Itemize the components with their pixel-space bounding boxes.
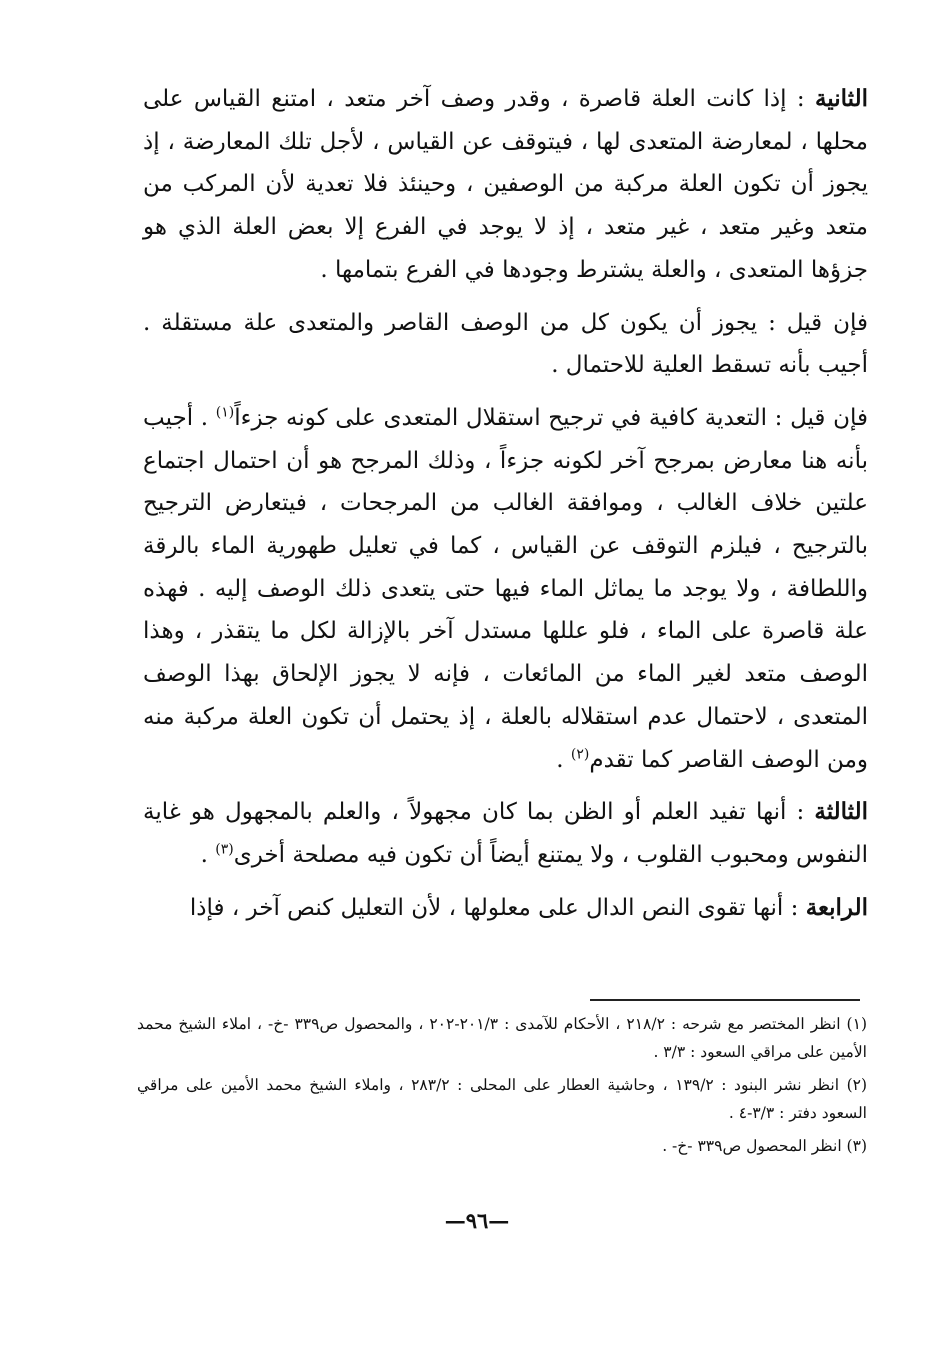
footnotes <box>137 1010 867 1165</box>
paragraph-text: . أجيب بأنه هنا معارض بمرجح آخر لكونه جزءاً ، وذلك المرجح هو أن احتمال اجتماع علتين خلاف الغالب ، وموافقة الغالب من المرجحات ، فيتعارض الترجيح بالترجيح ، فيلزم التوقف عن القياس ، كما في تعليل طهورية الماء بالرقة واللطافة ، ولا يوجد ما يماثل الماء فيها حتى يتعدى ذلك الوصف إليه . فهذه علة قاصرة على الماء ، فلو عللها مستدل آخر بالإزالة لكل ما يتقذر ، وهذا الوصف متعد لغير الماء من المائعات ، فإنه لا يجوز الإلحاق بهذا الوصف المتعدى ، لاحتمال عدم استقلاله بالعلة ، إذ يحتمل أن تكون العلة مركبة منه ومن الوصف القاصر كما تقدم <box>143 404 868 773</box>
paragraph-objection-1: فإن قيل : يجوز أن يكون كل من الوصف القاصر والمتعدى علة مستقلة . أجيب بأنه تسقط العلية للاحتمال . <box>143 309 868 379</box>
footnote-3: (٣) انظر المحصول ص٣٣٩ -خ- . <box>662 1137 867 1155</box>
page-number: —٩٦— <box>444 1208 510 1233</box>
footnote-divider <box>590 999 860 1001</box>
paragraph-text: فإن قيل : التعدية كافية في ترجيح استقلال المتعدى على كونه جزءاً <box>234 404 868 431</box>
footnote-ref-2[interactable]: (٢) <box>570 745 590 762</box>
paragraph-text: : أنها تقوى النص الدال على معلولها ، لأن التعليل كنص آخر ، فإذا <box>189 894 806 921</box>
paragraph-text: : أنها تفيد العلم أو الظن بما كان مجهولاً ، والعلم بالمجهول هو غاية النفوس ومحبوب القلوب ، ولا يمتنع أيضاً أن تكون فيه مصلحة أخرى <box>143 799 868 868</box>
footnote-1: (١) انظر المختصر مع شرحه : ٢١٨/٢ ، الأحكام للآمدى : ٢٠١/٣-٢٠٢ ، والمحصول ص٣٣٩ -خ- ، املاء الشيخ محمد الأمين على مراقي السعود : ٣/٣ . <box>137 1015 867 1061</box>
paragraph-text: : إذا كانت العلة قاصرة ، وقدر وصف آخر متعد ، امتنع القياس على محلها ، لمعارضة المتعدى لها ، فيتوقف عن القياس ، لأجل تلك المعارضة ، إذ يجوز أن تكون العلة مركبة من الوصفين ، وحينئذ فلا تعدية لأن المركب من متعد وغير متعد ، غير متعد ، إذ لا يوجد في الفرع إلا بعض العلة الذي هو جزؤها المتعدى ، والعلة يشترط وجودها في الفرع بتمامها . <box>143 86 868 283</box>
paragraph-objection-2 <box>143 397 868 781</box>
footnote-ref-3[interactable]: (٣) <box>215 841 234 858</box>
paragraph-third <box>143 791 868 876</box>
footnote-2: (٢) انظر نشر البنود : ١٣٩/٢ ، وحاشية العطار على المحلى : ٢٨٣/٢ ، واملاء الشيخ محمد الأمين على مراقي السعود دفتر : ٣/٣-٤ . <box>137 1076 868 1122</box>
section-label-second: الثانية <box>814 85 868 112</box>
paragraph-fourth <box>143 887 868 930</box>
paragraph-second <box>143 78 868 292</box>
paragraph-end: . <box>200 841 216 868</box>
section-label-third: الثالثة <box>814 798 868 826</box>
footnote-ref-1[interactable]: (١) <box>215 404 235 421</box>
section-label-fourth: الرابعة <box>805 893 868 921</box>
paragraph-end: . <box>556 746 571 773</box>
main-text <box>143 78 868 939</box>
